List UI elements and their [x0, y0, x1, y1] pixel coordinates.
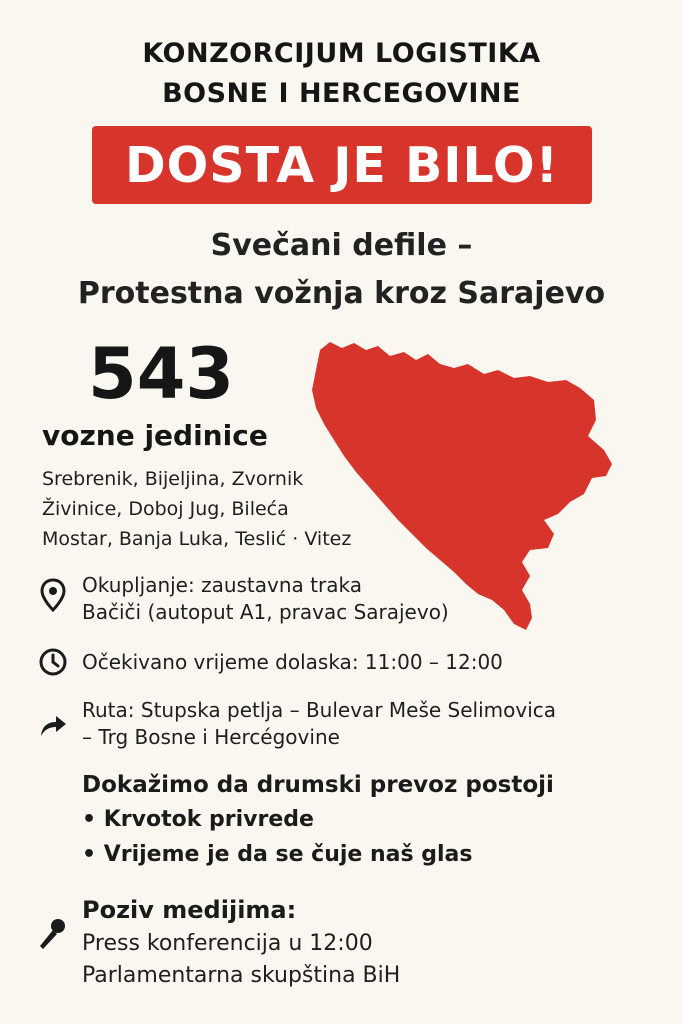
- message-bullet: • Krvotok privrede: [82, 807, 314, 832]
- message-bullet: • Vrijeme je da se čuje naš glas: [82, 842, 473, 867]
- subtitle-line2: Protestna vožnja kroz Sarajevo: [77, 276, 606, 311]
- cities-line: Mostar, Banja Luka, Teslić · Vitez: [42, 528, 352, 550]
- press-location-line: Parlamentarna skupština BiH: [82, 963, 401, 988]
- clock-icon: [38, 647, 68, 677]
- media-title: Poziv medijima:: [82, 896, 297, 924]
- gathering-line2: Bačiči (autoput A1, pravac Sarajevo): [82, 600, 449, 624]
- arrival-time: Očekivano vrijeme dolaska: 11:00 – 12:00: [82, 650, 503, 674]
- route-line1: Ruta: Stupska petlja – Bulevar Meše Selimovica: [82, 698, 557, 722]
- org-name-line2: BOSNE I HERCEGOVINE: [162, 78, 521, 109]
- cities-line: Srebrenik, Bijeljina, Zvornik: [42, 468, 304, 490]
- cities-line: Živinice, Doboj Jug, Bileća: [42, 498, 289, 520]
- microphone-icon: [36, 916, 66, 946]
- route-line2: – Trg Bosne i Hercégovine: [82, 725, 340, 749]
- headline-banner: [92, 126, 592, 204]
- press-conference-line: Press konferencija u 12:00: [82, 931, 373, 956]
- vehicle-units-label: vozne jedinice: [42, 419, 268, 452]
- cities-list: [42, 464, 351, 554]
- org-name-line1: KONZORCIJUM LOGISTIKA: [142, 38, 541, 69]
- gathering-line1: Okupljanje: zaustavna traka: [82, 573, 362, 597]
- subtitle-line1: Svečani defile –: [210, 228, 473, 263]
- turn-arrow-icon: [38, 710, 68, 740]
- message-title: Dokažimo da drumski prevoz postoji: [82, 772, 554, 798]
- headline-text: DOSTA JE BILO!: [124, 136, 560, 194]
- vehicle-count: 543: [88, 333, 235, 415]
- map-pin-icon: [38, 578, 68, 608]
